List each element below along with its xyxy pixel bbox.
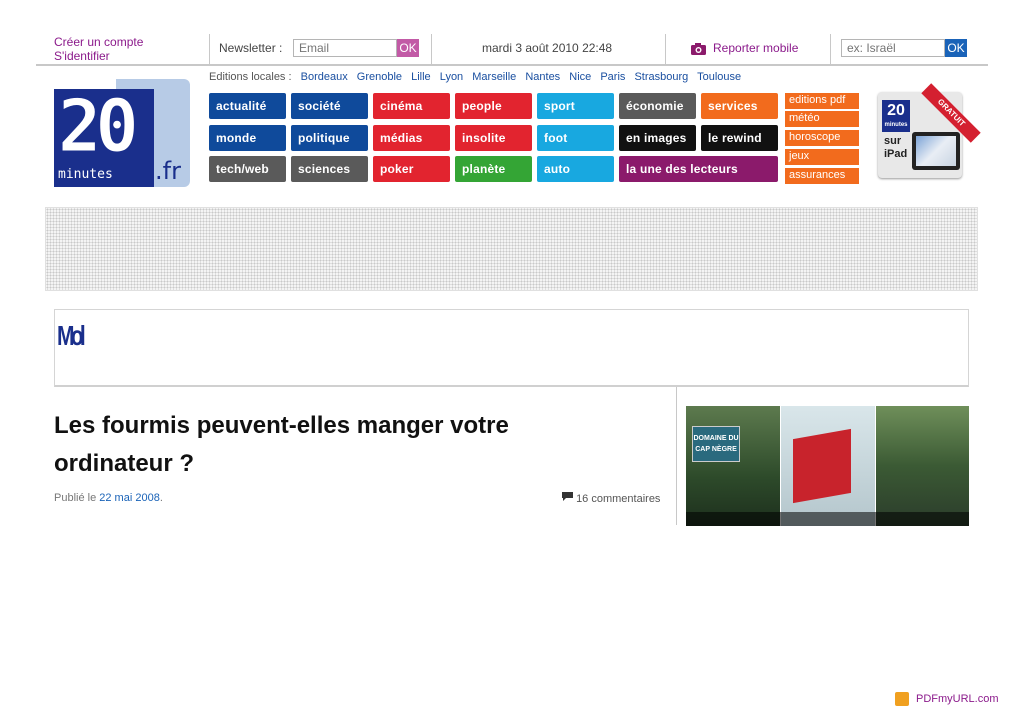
newsletter-email-input[interactable]	[293, 39, 397, 57]
newsletter-label: Newsletter :	[219, 41, 283, 55]
divider	[830, 34, 831, 64]
flag-image	[793, 429, 851, 503]
pdfmyurl-link[interactable]: PDFmyURL.com	[916, 693, 999, 705]
side-link-assurances[interactable]: assurances	[785, 168, 859, 184]
login-link[interactable]: S'identifier	[54, 49, 110, 63]
edition-link[interactable]: Marseille	[472, 71, 517, 83]
edition-link[interactable]: Strasbourg	[634, 71, 689, 83]
current-datetime: mardi 3 août 2010 22:48	[482, 41, 613, 55]
nav-insolite[interactable]: insolite	[455, 125, 532, 151]
nav-le-rewind[interactable]: le rewind	[701, 125, 778, 151]
side-link-horoscope[interactable]: horoscope	[785, 130, 859, 146]
nav-en-images[interactable]: en images	[619, 125, 696, 151]
search-input[interactable]	[841, 39, 945, 57]
photo-gallery[interactable]	[686, 406, 969, 526]
nav-monde[interactable]: monde	[209, 125, 286, 151]
road-sign-line2: CAP NÈGRE	[695, 446, 737, 453]
published-date[interactable]: 22 mai 2008	[99, 492, 160, 504]
camera-icon	[691, 42, 706, 60]
pdfmyurl-icon	[895, 692, 909, 706]
edition-link[interactable]: Nantes	[525, 71, 561, 83]
ipad-image	[912, 132, 960, 170]
nav-actualite[interactable]: actualité	[209, 93, 286, 119]
edition-link[interactable]: Lyon	[439, 71, 464, 83]
comment-icon	[562, 493, 576, 505]
gallery-photo-1[interactable]	[686, 406, 780, 526]
nav-medias[interactable]: médias	[373, 125, 450, 151]
promo-logo-word: minutes	[884, 122, 908, 128]
edition-link[interactable]: Toulouse	[697, 71, 742, 83]
promo-text-ipad: iPad	[884, 148, 908, 160]
nav-poker[interactable]: poker	[373, 156, 450, 182]
logo-tld: .fr	[155, 157, 181, 185]
divider	[209, 34, 210, 64]
newsletter-ok-button[interactable]: OK	[397, 39, 419, 57]
logo-number: 20	[58, 84, 133, 168]
nav-auto[interactable]: auto	[537, 156, 614, 182]
advertisement-banner[interactable]	[45, 207, 978, 291]
promo-logo	[882, 100, 910, 132]
edition-link[interactable]: Bordeaux	[300, 71, 348, 83]
nav-foot[interactable]: foot	[537, 125, 614, 151]
article-title: Les fourmis peuvent-elles manger votre ordinateur ?	[54, 412, 509, 477]
edition-link[interactable]: Grenoble	[356, 71, 403, 83]
article-byline	[54, 492, 163, 504]
road-sign	[692, 426, 740, 462]
create-account-link[interactable]: Créer un compte	[54, 35, 144, 49]
site-logo[interactable]	[54, 79, 190, 187]
nav-sport[interactable]: sport	[537, 93, 614, 119]
road-sign-line1: DOMAINE DU	[693, 435, 739, 442]
reporter-mobile-link[interactable]: Reporter mobile	[713, 41, 799, 55]
nav-people[interactable]: people	[455, 93, 532, 119]
edition-link[interactable]: Lille	[411, 71, 431, 83]
local-editions	[209, 71, 747, 83]
side-link-meteo[interactable]: météo	[785, 111, 859, 127]
free-ribbon: GRATUIT	[921, 83, 980, 142]
nav-politique[interactable]: politique	[291, 125, 368, 151]
comments-count: 16 commentaires	[576, 493, 661, 505]
logo-word: minutes	[58, 167, 113, 182]
banner-logo: Mol	[57, 320, 82, 351]
nav-une-des-lecteurs[interactable]: la une des lecteurs	[619, 156, 778, 182]
gallery-photo-3[interactable]	[876, 406, 969, 526]
nav-tech-web[interactable]: tech/web	[209, 156, 286, 182]
promo-text-sur: sur	[884, 135, 902, 147]
divider	[431, 34, 432, 64]
nav-cinema[interactable]: cinéma	[373, 93, 450, 119]
local-editions-label: Editions locales :	[209, 71, 292, 83]
nav-sciences[interactable]: sciences	[291, 156, 368, 182]
nav-societe[interactable]: société	[291, 93, 368, 119]
side-link-jeux[interactable]: jeux	[785, 149, 859, 165]
banner-module	[54, 309, 969, 387]
gallery-photo-2[interactable]	[781, 406, 875, 526]
divider	[665, 34, 666, 64]
published-prefix: Publié le	[54, 492, 97, 504]
edition-link[interactable]: Paris	[600, 71, 626, 83]
comments-link[interactable]	[562, 492, 660, 505]
edition-link[interactable]: Nice	[569, 71, 592, 83]
gallery-caption-bar	[686, 512, 969, 526]
published-suffix: .	[159, 492, 163, 504]
column-divider	[676, 387, 677, 525]
search-ok-button[interactable]: OK	[945, 39, 967, 57]
promo-logo-number: 20	[887, 102, 905, 119]
nav-planete[interactable]: planète	[455, 156, 532, 182]
side-link-editions-pdf[interactable]: editions pdf	[785, 93, 859, 109]
nav-services[interactable]: services	[701, 93, 778, 119]
ipad-promo[interactable]	[878, 92, 967, 178]
nav-economie[interactable]: économie	[619, 93, 696, 119]
